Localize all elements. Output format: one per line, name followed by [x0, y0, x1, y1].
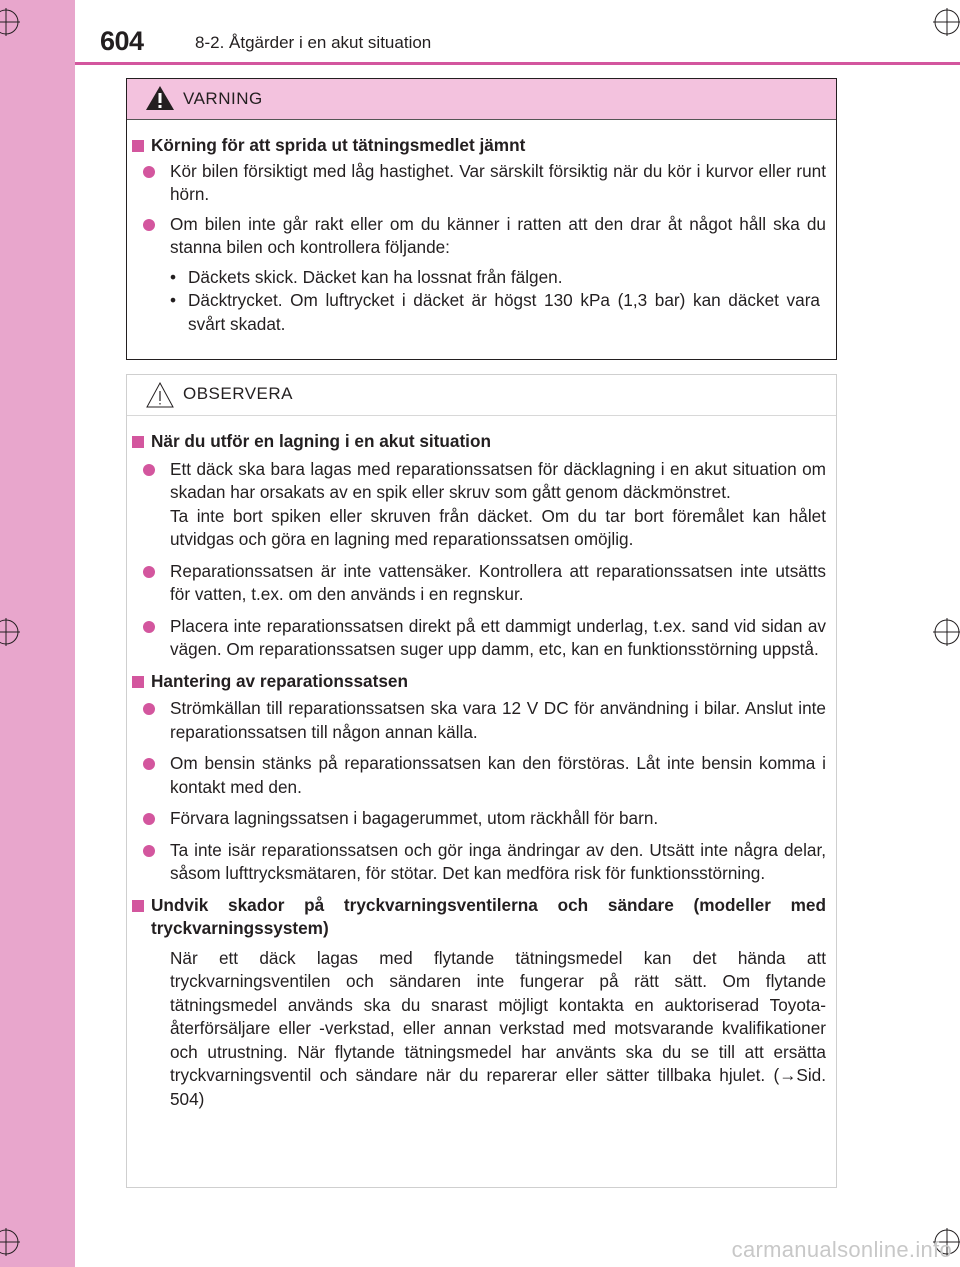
warning-sub-bullet-text: Däckets skick. Däcket kan ha lossnat från fälgen. — [188, 266, 563, 287]
bullet-dot — [143, 813, 155, 825]
warning-box — [126, 78, 837, 360]
observe-heading-1: När du utför en lagning i en akut situation — [151, 431, 491, 451]
observe-paragraph — [170, 947, 826, 1112]
header-rule — [75, 62, 960, 65]
observe-item: Strömkällan till reparationssatsen ska vara 12 V DC för användning i bilar. Anslut inte reparationssatsen till någon annan källa. — [170, 698, 826, 742]
page-reference: Sid. 504) — [170, 1065, 826, 1109]
arrow-icon: → — [779, 1065, 797, 1085]
caution-triangle-icon — [145, 381, 175, 409]
observe-heading-3: Undvik skador på tryckvarningsventilerna och sändare (modeller med tryckvarningssystem) — [151, 894, 826, 938]
bullet-dot — [143, 464, 155, 476]
section-marker — [132, 900, 144, 912]
bullet-dot — [143, 166, 155, 178]
observe-box — [126, 374, 837, 1188]
warning-heading: Körning för att sprida ut tätningsmedlet jämnt — [151, 135, 526, 155]
observe-item: Reparationssatsen är inte vattensäker. Kontrollera att reparationssatsen inte utsätts för vatten, t.ex. om den används i en regnskur. — [170, 560, 826, 604]
section-marker — [132, 140, 144, 152]
bullet-mark: • — [170, 266, 177, 287]
warning-label: VARNING — [183, 89, 263, 108]
bullet-dot — [143, 219, 155, 231]
section-marker — [132, 676, 144, 688]
bullet-mark: • — [170, 290, 177, 310]
bullet-dot — [143, 845, 155, 857]
observe-item: Förvara lagningssatsen i bagagerummet, utom räckhåll för barn. — [170, 808, 659, 828]
bullet-dot — [143, 621, 155, 633]
warning-sub-bullet — [170, 289, 820, 336]
observe-label: OBSERVERA — [183, 384, 294, 403]
section-title: 8-2. Åtgärder i en akut situation — [195, 33, 432, 52]
page-number: 604 — [100, 26, 144, 56]
bullet-dot — [143, 566, 155, 578]
bullet-dot — [143, 703, 155, 715]
warning-item: Kör bilen försiktigt med låg hastighet. Var särskilt försiktig när du kör i kurvor eller runt hörn. — [170, 160, 826, 204]
warning-header — [127, 79, 836, 120]
observe-item: Ta inte isär reparationssatsen och gör inga ändringar av den. Utsätt inte några delar, såsom lufttrycksmätaren, för stötar. Det kan medföra risk för funktionsstörning. — [170, 839, 826, 883]
observe-item: Om bensin stänks på reparationssatsen kan den förstöras. Låt inte bensin komma i kontakt med den. — [170, 753, 826, 797]
observe-item: Placera inte reparationssatsen direkt på ett dammigt underlag, t.ex. sand vid sidan av vägen. Om reparationssatsen suger upp damm, etc, kan en funktionsstörning uppstå. — [170, 615, 826, 659]
observe-header — [127, 375, 836, 416]
warning-item: Om bilen inte går rakt eller om du känner i ratten att den drar åt något håll ska du stanna bilen och kontrollera följande: — [170, 213, 826, 257]
section-marker — [132, 436, 144, 448]
observe-paragraph-text: När ett däck lagas med flytande tätningsmedel kan det hända att tryckvarningsventilen och sändaren inte fungerar på rätt sätt. Om flytande tätningsmedel används ska du snarast möjligt kontakta en auktoriserad Toyota-återförsäljare eller -verkstad, eller annan verkstad med motsvarande kvalifikationer och utrustning. När flytande tätningsmedel har använts ska du se till att ersätta tryckvarningsventil och sändare när du reparerar eller sätter tillbaka hjulet. ( — [170, 947, 826, 1085]
warning-sub-bullet-text: Däcktrycket. Om luftrycket i däcket är högst 130 kPa (1,3 bar) kan däcket vara svårt skadat. — [188, 290, 820, 334]
warning-sub-bullet — [170, 266, 820, 290]
bullet-dot — [143, 758, 155, 770]
observe-item-continuation: Ta inte bort spiken eller skruven från däcket. Om du tar bort föremålet kan hålet utvidgas och göra en lagning med reparationssatsen omöjlig. — [170, 505, 826, 549]
observe-item: Ett däck ska bara lagas med reparationssatsen för däcklagning i en akut situation om skadan har orsakats av en spik eller skruv som gått genom däckmönstret. — [170, 458, 826, 502]
observe-heading-2: Hantering av reparationssatsen — [151, 670, 408, 691]
warning-triangle-icon — [145, 85, 175, 111]
watermark: carmanualsonline.info — [731, 1237, 952, 1262]
